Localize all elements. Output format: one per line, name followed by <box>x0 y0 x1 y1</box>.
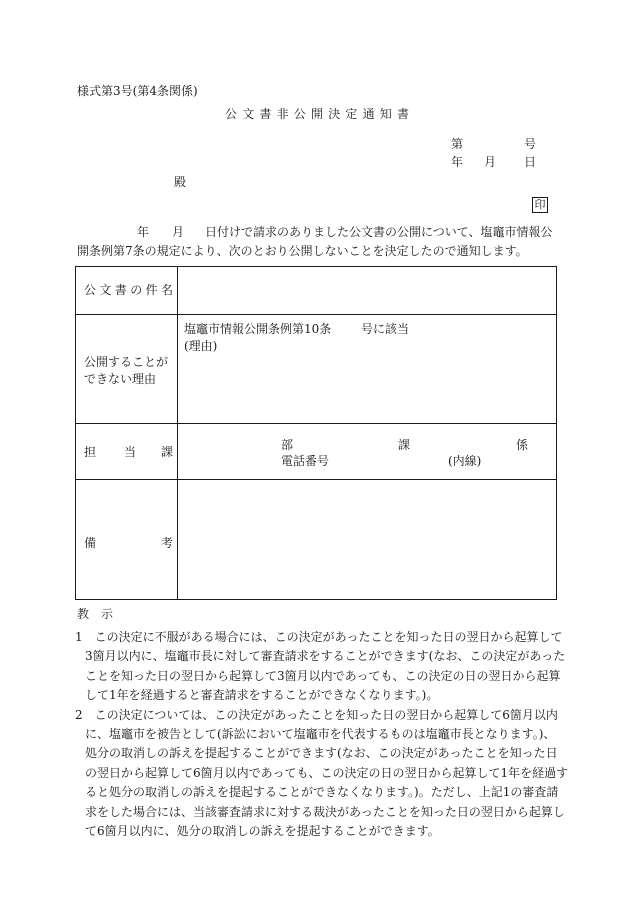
dept-kakari: 係 <box>516 438 529 452</box>
table-row-title <box>76 267 556 314</box>
date-day-label: 日 <box>524 155 537 169</box>
reason-label-line-1: 公開することが <box>84 355 169 369</box>
notice-body <box>75 628 569 841</box>
form-number: 様式第3号(第4条関係) <box>77 84 198 98</box>
intro-year: 年 <box>137 225 150 239</box>
notice-item-2-line: 処分の取消しの訴えを提起することができます(なお、この決定があったことを知った日 <box>85 746 558 761</box>
table-row-reason <box>76 314 556 424</box>
notice-item-2 <box>75 706 569 842</box>
reason-detail-label: (理由) <box>184 339 218 353</box>
table-row-department <box>76 423 556 480</box>
intro-month: 月 <box>172 225 185 239</box>
remarks-label-2: 考 <box>161 536 174 550</box>
notice-item-2-line: に、塩竈市を被告として(訴訟において塩竈市を代表するものは塩竈市長となります。)、 <box>85 727 556 742</box>
dept-ka: 課 <box>398 438 411 452</box>
notice-item-1-line: して1年を経過すると審査請求をすることができなくなります。)。 <box>85 688 439 703</box>
document-number-suffix: 号 <box>524 137 537 151</box>
notice-item-1-line: 3箇月以内に、塩竈市長に対して審査請求をすることができます(なお、この決定があった <box>85 649 566 664</box>
reason-applicable: 号に該当 <box>361 322 410 336</box>
title-label: 公文書の件名 <box>84 283 177 297</box>
notice-item-2-line: の翌日から起算して6箇月以内であっても、この決定の日の翌日から起算して1年を経過す <box>85 765 569 780</box>
intro-text: 日付けで請求のありました公文書の公開について、塩竈市情報公 <box>205 225 553 239</box>
notice-item-1-line: 1 この決定に不服がある場合には、この決定があったことを知った日の翌日から起算して <box>75 630 563 644</box>
dept-label-1: 担 <box>84 445 97 459</box>
notice-item-1-line: ことを知った日の翌日から起算して3箇月以内であっても、この決定の日の翌日から起算 <box>85 668 561 683</box>
dept-label-3: 課 <box>161 445 174 459</box>
info-table <box>75 266 557 600</box>
notice-item-1 <box>75 628 566 706</box>
notice-item-2-line: 2 この決定については、この決定があったことを知った日の翌日から起算して6箇月以内 <box>75 707 558 722</box>
notice-heading: 教 示 <box>77 607 114 621</box>
date-month-label: 月 <box>484 155 497 169</box>
phone-extension: (内線) <box>448 454 482 468</box>
reason-ordinance: 塩竈市情報公開条例第10条 <box>184 322 332 336</box>
intro-line-1 <box>77 223 559 242</box>
intro-paragraph <box>77 223 559 261</box>
document-number-label: 第 <box>451 137 464 151</box>
reason-label-line-2: できない理由 <box>84 372 157 386</box>
dept-bu: 部 <box>281 438 294 452</box>
document-title: 公文書非公開決定通知書 <box>225 107 415 121</box>
dept-label-2: 当 <box>124 445 137 459</box>
remarks-label-1: 備 <box>84 536 97 550</box>
notice-item-2-line: て6箇月以内に、処分の取消しの訴えを提起することができます。 <box>85 824 440 839</box>
intro-line-2: 開条例第7条の規定により、次のとおり公開しないことを決定したので通知します。 <box>77 244 528 258</box>
notice-item-2-line: 求をした場合には、当該審査請求に対する裁決があったことを知った日の翌日から起算し <box>85 804 565 819</box>
table-row-remarks <box>76 479 556 601</box>
date-year-label: 年 <box>451 155 464 169</box>
addressee-honorific: 殿 <box>174 175 187 189</box>
seal-mark: 印 <box>532 197 548 213</box>
phone-label: 電話番号 <box>281 454 330 468</box>
notice-item-2-line: ると処分の取消しの訴えを提起することができなくなります。)。ただし、上記1の審査請 <box>85 785 559 800</box>
